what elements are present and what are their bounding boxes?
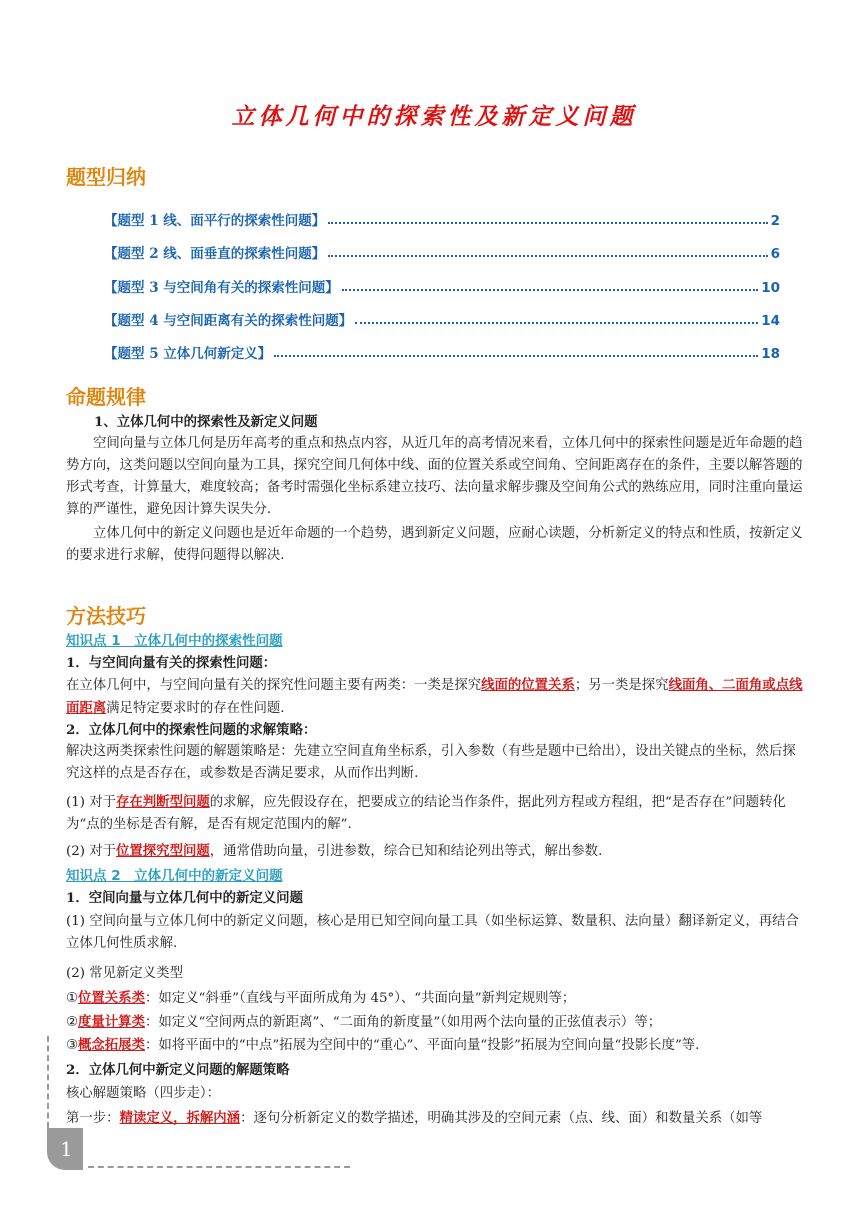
toc-label: 【题型 1 线、面平行的探索性问题】: [104, 213, 326, 230]
toc-item[interactable]: [104, 329, 780, 362]
text: 第一步：: [66, 1111, 120, 1126]
highlight-term: 存在判断型问题: [116, 794, 210, 810]
kp1-heading-2: 2．立体几何中的探索性问题的求解策略：: [66, 722, 317, 738]
rules-paragraph-2: 立体几何中的新定义问题也是近年命题的一个趋势，遇到新定义问题，应耐心读题，分析新定义的特点和性质，按新定义的要求进行求解，使得问题得以解决.: [66, 526, 803, 563]
highlight-term: 精读定义，拆解内涵: [119, 1110, 241, 1126]
page-title: 立体几何中的探索性及新定义问题: [231, 103, 637, 130]
toc-item[interactable]: [104, 229, 780, 262]
highlight-term: 线面的位置关系: [481, 677, 575, 693]
kp2-type-3: [66, 1034, 804, 1057]
text: ②: [66, 1015, 79, 1030]
text: ①: [66, 991, 79, 1006]
toc-item[interactable]: [104, 296, 780, 329]
section-heading-rules: 命题规律: [66, 385, 146, 409]
text: ③: [66, 1038, 79, 1053]
toc-label: 【题型 4 与空间距离有关的探索性问题】: [104, 312, 353, 329]
kp2-paragraph-3: 核心解题策略（四步走）：: [66, 1086, 220, 1101]
text: ：如将平面中的“中点”拓展为空间中的“重心”、平面向量“投影”拓展为空间向量“投影长度”等.: [144, 1038, 700, 1053]
kp2-paragraph-1: (1) 空间向量与立体几何中的新定义问题，核心是用已知空间向量工具（如坐标运算、数量积、法向量）翻译新定义，再结合立体几何性质求解.: [66, 914, 799, 951]
section-heading-methods: 方法技巧: [66, 604, 146, 628]
kp1-heading-1: 1．与空间向量有关的探索性问题：: [66, 655, 277, 671]
toc-leader: [274, 355, 758, 357]
text: ：如定义“斜垂”（直线与平面所成角为 45°）、“共面向量”新判定规则等；: [144, 991, 576, 1006]
kp1-paragraph-1: [66, 674, 804, 720]
toc-item[interactable]: [104, 262, 780, 295]
page-edge-decoration: [47, 1036, 51, 1128]
toc-page: 14: [761, 312, 780, 329]
footer-dashed-line: [88, 1166, 350, 1168]
kp2-paragraph-4: [66, 1107, 804, 1130]
highlight-term: 位置探究型问题: [116, 843, 210, 859]
text: ：逐句分析新定义的数学描述，明确其涉及的空间元素（点、线、面）和数量关系（如等: [240, 1111, 763, 1126]
text: 满足特定要求时的存在性问题.: [106, 701, 285, 716]
highlight-term: 位置关系类: [78, 990, 145, 1006]
rules-paragraph-1: 空间向量与立体几何是历年高考的重点和热点内容，从近几年的高考情况来看，立体几何中的探索性问题是近年命题的趋势方向，这类问题以空间向量为工具，探究空间几何体中线、面的位置关系或空间角、空间距离存在的条件，主要以解答题的形式考查，计算量大，难度较高；备考时需强化坐标系建立技巧、法向量求解步骤及空间角公式的熟练应用，同时注重向量运算的严谨性，避免因计算失误失分.: [66, 436, 803, 517]
kp2-heading-1: 1．空间向量与立体几何中的新定义问题: [66, 890, 303, 906]
text: ：如定义“空间两点的新距离”、“二面角的新度量”（如用两个法向量的正弦值表示）等；: [144, 1015, 662, 1030]
toc-label: 【题型 5 立体几何新定义】: [104, 345, 272, 362]
kp1-paragraph-2: 解决这两类探索性问题的解题策略是：先建立空间直角坐标系，引入参数（有些是题中已给出），设出关键点的坐标，然后探究这样的点是否存在，或参数是否满足要求，从而作出判断.: [66, 744, 796, 781]
kp2-heading-2: 2．立体几何中新定义问题的解题策略: [66, 1062, 290, 1078]
text: ，通常借助向量，引进参数，综合已知和结论列出等式，解出参数.: [209, 844, 603, 859]
knowledge-point-2-title: 知识点 2 立体几何中的新定义问题: [66, 868, 283, 884]
knowledge-point-1-title: 知识点 1 立体几何中的探索性问题: [66, 633, 283, 649]
toc-page: 10: [761, 279, 780, 296]
section-heading-types: 题型归纳: [66, 165, 146, 189]
kp2-type-2: [66, 1011, 804, 1034]
toc-page: 18: [761, 345, 780, 362]
toc-label: 【题型 3 与空间角有关的探索性问题】: [104, 279, 339, 296]
toc-label: 【题型 2 线、面垂直的探索性问题】: [104, 246, 326, 263]
kp2-paragraph-2: (2) 常见新定义类型: [66, 966, 183, 981]
toc-leader: [328, 222, 767, 224]
toc-leader: [355, 322, 758, 324]
text: 在立体几何中，与空间向量有关的探究性问题主要有两类：一类是探究: [66, 678, 482, 693]
toc-leader: [328, 255, 767, 257]
text: (1) 对于: [66, 795, 117, 810]
table-of-contents: [104, 196, 780, 362]
highlight-term: 线面角、二面角或点线面距离: [66, 677, 803, 716]
kp2-type-1: [66, 987, 804, 1010]
toc-page: 6: [770, 246, 780, 263]
highlight-term: 度量计算类: [78, 1014, 145, 1030]
text: ；另一类是探究: [574, 678, 669, 693]
text: 的求解，应先假设存在，把要成立的结论当作条件，据此列方程或方程组，把“是否存在”问题转化为“点的坐标是否有解，是否有规定范围内的解”.: [66, 795, 786, 832]
highlight-term: 概念拓展类: [78, 1037, 145, 1053]
page-number: 1: [60, 1137, 73, 1161]
text: (2) 对于: [66, 844, 117, 859]
toc-page: 2: [770, 213, 780, 230]
rules-heading: 1、立体几何中的探索性及新定义问题: [94, 414, 318, 430]
kp1-paragraph-4: [66, 840, 804, 863]
kp1-paragraph-3: [66, 791, 804, 836]
toc-leader: [342, 289, 758, 291]
toc-item[interactable]: [104, 196, 780, 229]
